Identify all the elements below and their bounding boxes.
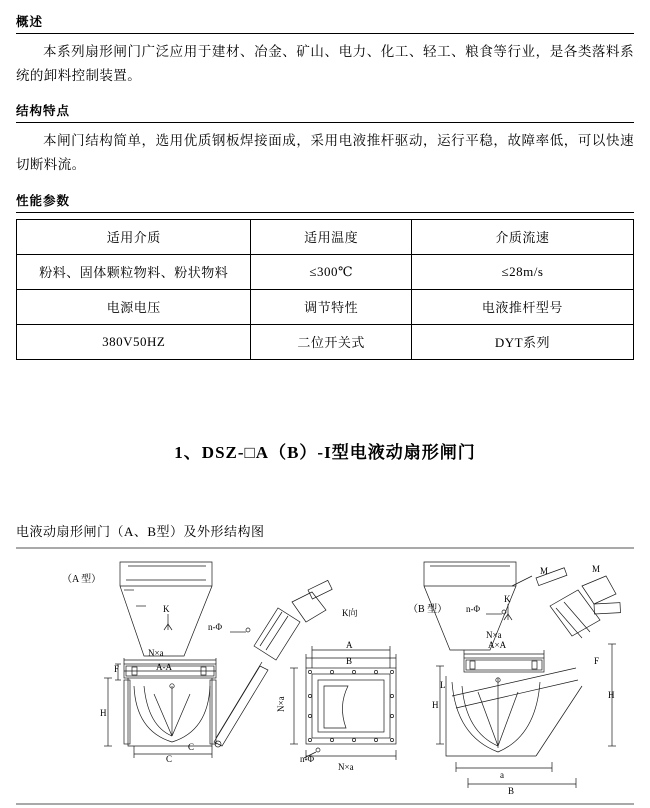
label-b-top: B bbox=[346, 655, 353, 666]
product-title: 1、DSZ-□A（B）-I型电液动扇形闸门 bbox=[174, 442, 476, 462]
figure-caption: 电液动扇形闸门（A、B型）及外形结构图 bbox=[16, 523, 265, 539]
label-c-left: C bbox=[166, 753, 173, 764]
cell-regulation-value: 二位开关式 bbox=[251, 324, 411, 359]
cell-medium-header: 适用介质 bbox=[17, 219, 251, 254]
label-m2-right: M bbox=[592, 563, 601, 574]
label-nxa-left: N×a bbox=[148, 647, 164, 658]
structure-heading: 结构特点 bbox=[16, 104, 71, 119]
overview-paragraph: 本系列扇形闸门广泛应用于建材、冶金、矿山、电力、化工、轻工、粮食等行业，是各类落料系统的卸料控制装置。 bbox=[16, 44, 634, 83]
performance-heading-wrap bbox=[16, 187, 634, 213]
label-f-left: F bbox=[114, 663, 120, 674]
label-a-right: a bbox=[500, 769, 504, 780]
spec-table bbox=[16, 219, 634, 360]
structure-heading-wrap bbox=[16, 97, 634, 123]
label-c2-left: C bbox=[188, 741, 195, 752]
cell-temp-header: 适用温度 bbox=[251, 219, 411, 254]
label-n-phi-right: n-Φ bbox=[466, 603, 481, 614]
cell-voltage-value: 380V50HZ bbox=[17, 324, 251, 359]
cell-temp-value: ≤300℃ bbox=[251, 254, 411, 289]
technical-drawing bbox=[16, 546, 634, 806]
label-n-phi-left: n-Φ bbox=[208, 621, 223, 632]
label-axa-right: A×A bbox=[488, 639, 507, 650]
label-type-b: （B 型） bbox=[408, 603, 448, 615]
overview-heading-wrap bbox=[16, 8, 634, 34]
label-f-right: F bbox=[594, 655, 600, 666]
cell-regulation-header: 调节特性 bbox=[251, 289, 411, 324]
label-nxa-right: N×a bbox=[486, 629, 502, 640]
table-row bbox=[17, 324, 634, 359]
label-h-right: H bbox=[432, 699, 439, 710]
table-row bbox=[17, 254, 634, 289]
label-type-a: （A 型） bbox=[62, 573, 102, 585]
cell-voltage-header: 电源电压 bbox=[17, 289, 251, 324]
label-a-top: A bbox=[346, 639, 353, 650]
table-row bbox=[17, 289, 634, 324]
table-row bbox=[17, 219, 634, 254]
label-k-right: K bbox=[504, 593, 511, 604]
label-l-right: L bbox=[440, 679, 446, 690]
label-nxa-mid: N×a bbox=[276, 695, 286, 712]
overview-heading: 概述 bbox=[16, 15, 44, 29]
label-h-left: H bbox=[100, 707, 107, 718]
cell-velocity-header: 介质流速 bbox=[411, 219, 633, 254]
structure-paragraph: 本闸门结构简单，选用优质钢板焊接面成，采用电液推杆驱动，运行平稳，故障率低，可以快速切断料流。 bbox=[16, 133, 634, 172]
label-h-far-right: H bbox=[608, 689, 615, 700]
cell-velocity-value: ≤28m/s bbox=[411, 254, 633, 289]
label-b-right: B bbox=[508, 785, 515, 796]
label-aa-left: A-A bbox=[156, 661, 172, 672]
cell-actuator-value: DYT系列 bbox=[411, 324, 633, 359]
label-n-phi-bottom: n-Φ bbox=[300, 753, 315, 764]
label-nxa-bottom: N×a bbox=[338, 761, 354, 772]
cell-medium-value: 粉料、固体颗粒物料、粉状物料 bbox=[17, 254, 251, 289]
performance-heading: 性能参数 bbox=[16, 193, 71, 208]
label-m-right: M bbox=[540, 565, 549, 576]
cell-actuator-header: 电液推杆型号 bbox=[411, 289, 633, 324]
label-k-arrow: K向 bbox=[342, 607, 358, 618]
label-k-left: K bbox=[163, 603, 170, 614]
